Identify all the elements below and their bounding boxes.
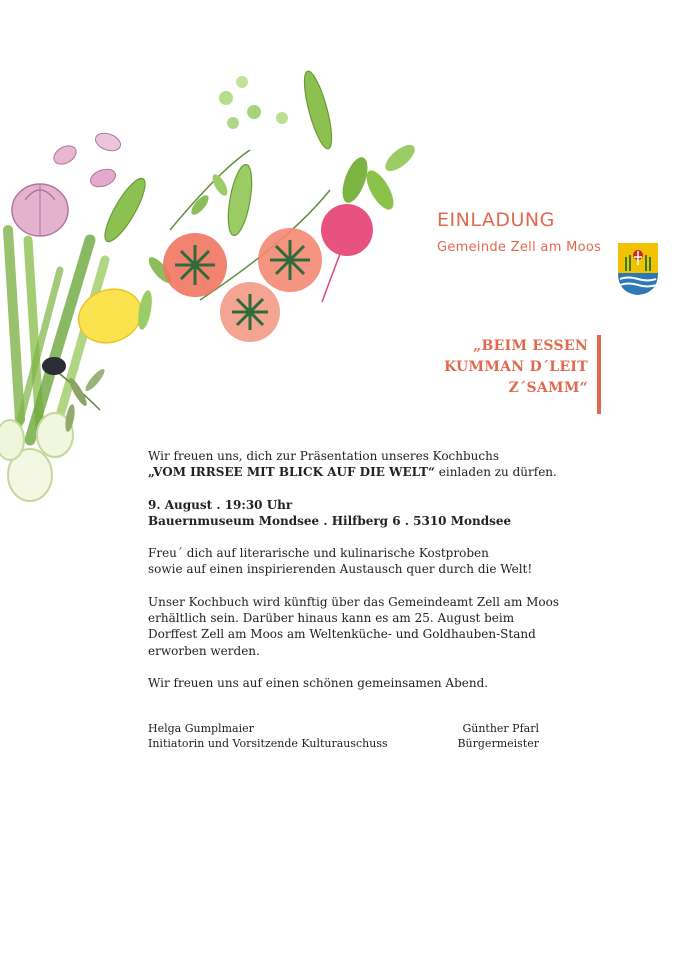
tasting-line-1: Freu´ dich auf literarische und kulinarische Kostproben (148, 546, 489, 561)
motto-line-1: „BEIM ESSEN (473, 338, 588, 354)
intro-line-1: Wir freuen uns, dich zur Präsentation unseres Kochbuchs (148, 449, 500, 463)
event-venue: Bauernmuseum Mondsee . Hilfberg 6 . 5310 Mondsee (148, 513, 512, 528)
tasting-line-2: sowie auf einen inspirierenden Austausch quer durch die Welt! (148, 562, 533, 577)
event-date-time: 9. August . 19:30 Uhr (148, 497, 293, 512)
intro-paragraph (148, 448, 568, 481)
garlic-icon (12, 130, 123, 236)
peas-icon (98, 69, 337, 246)
availability-line-4: erworben werden. (148, 643, 260, 658)
radish-icon (321, 204, 373, 302)
availability-line-1: Unser Kochbuch wird künftig über das Gemeindeamt Zell am Moos (148, 594, 560, 609)
municipal-coat-of-arms-icon (618, 243, 658, 295)
signature-right-role: Bürgermeister (457, 737, 539, 750)
invitation-title: EINLADUNG (437, 209, 555, 231)
motto-line-2: KUMMAN D´LEIT (444, 359, 588, 375)
availability-line-2: erhältlich sein. Darüber hinaus kann es am 25. August beim (148, 611, 515, 626)
event-details (148, 497, 568, 530)
signature-left-role: Initiatorin und Vorsitzende Kulturauschuss (148, 737, 388, 750)
motto-line-3: Z´SAMM“ (508, 380, 588, 396)
signature-left (148, 721, 388, 751)
book-title: „VOM IRRSEE MIT BLICK AUF DIE WELT“ (148, 465, 435, 480)
signature-left-name: Helga Gumplmaier (148, 722, 254, 735)
motto-accent-bar (597, 335, 601, 414)
availability-line-3: Dorffest Zell am Moos am Weltenküche- und Goldhauben-Stand (148, 627, 536, 642)
municipality-name: Gemeinde Zell am Moos (437, 240, 602, 255)
motto-quote (444, 336, 588, 399)
signature-right-name: Günther Pfarl (462, 722, 539, 735)
tasting-paragraph (148, 545, 568, 578)
tomato-icon (163, 228, 322, 342)
signature-right (457, 721, 539, 751)
availability-paragraph (148, 594, 568, 659)
closing-paragraph: Wir freuen uns auf einen schönen gemeinsamen Abend. (148, 675, 489, 690)
intro-line-2: einladen zu dürfen. (434, 465, 557, 480)
invitation-body (148, 448, 568, 707)
